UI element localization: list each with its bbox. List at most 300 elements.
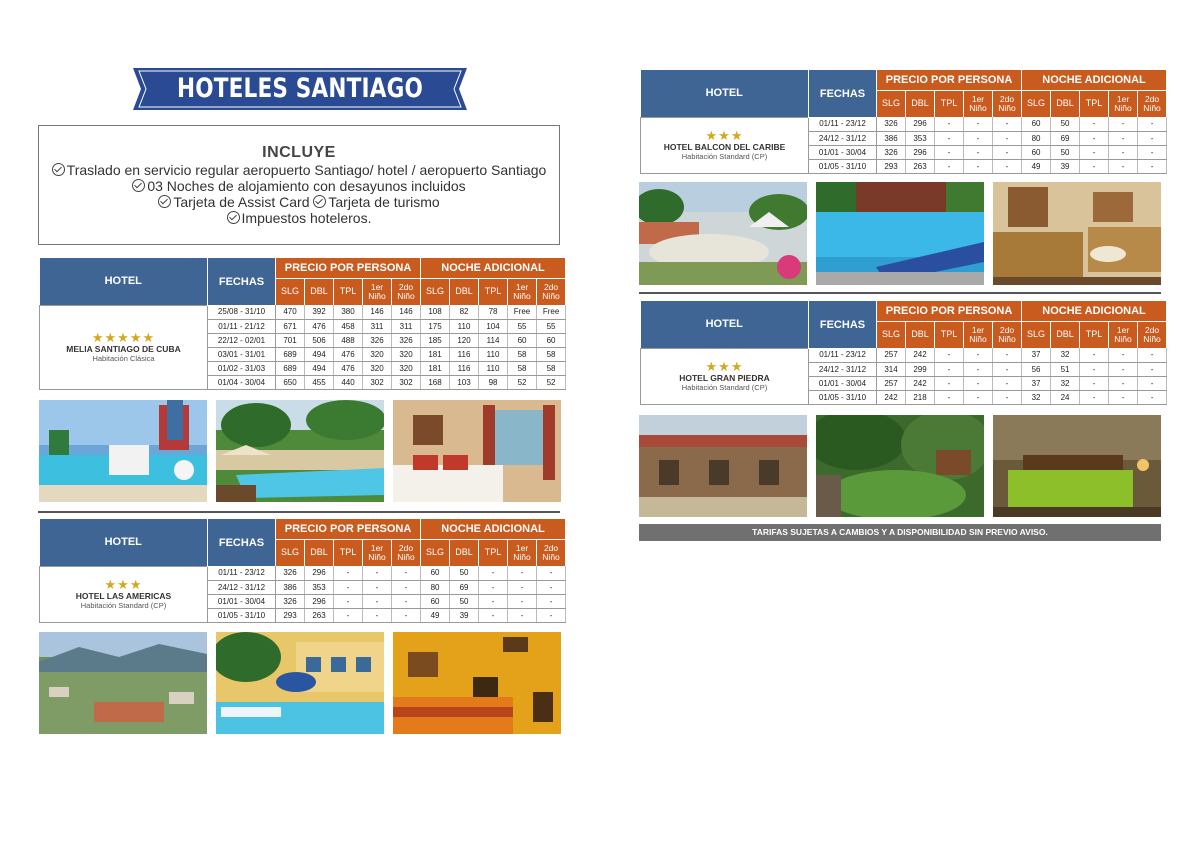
rate-cell: 146 [392, 305, 421, 319]
rate-cell: - [363, 580, 392, 594]
rate-cell: 242 [906, 348, 935, 362]
rate-cell: 58 [508, 361, 537, 375]
rate-cell: 386 [276, 580, 305, 594]
rate-cell: 103 [450, 375, 479, 389]
rate-cell: - [479, 566, 508, 580]
table-row [40, 566, 566, 580]
column-subheader: DBL [450, 278, 479, 305]
rate-cell: 476 [305, 319, 334, 333]
column-subheader: DBL [1051, 90, 1080, 117]
rate-cell: 146 [363, 305, 392, 319]
rate-cell: - [508, 580, 537, 594]
rate-cell: 60 [421, 594, 450, 608]
column-subheader: 2do Niño [993, 321, 1022, 348]
precio-group-header: PRECIO POR PERSONA [276, 519, 421, 539]
rate-cell: - [1080, 376, 1109, 390]
rate-cell: 80 [421, 580, 450, 594]
rate-cell: - [993, 117, 1022, 131]
date-range-cell: 01/01 - 30/04 [809, 145, 877, 159]
hotel-room-photo [393, 400, 561, 502]
precio-group-header: PRECIO POR PERSONA [877, 301, 1022, 321]
column-subheader: DBL [305, 278, 334, 305]
rate-cell: 299 [906, 362, 935, 376]
hotel-column-header: HOTEL [40, 519, 208, 566]
rate-cell: 181 [421, 347, 450, 361]
rate-cell: - [935, 117, 964, 131]
rate-cell: 392 [305, 305, 334, 319]
rate-cell: 60 [421, 566, 450, 580]
rate-cell: - [392, 566, 421, 580]
rate-cell: 689 [276, 361, 305, 375]
hotel-column-header: HOTEL [641, 301, 809, 348]
rate-cell: - [1138, 376, 1167, 390]
date-range-cell: 01/11 - 23/12 [208, 566, 276, 580]
table-row [641, 117, 1167, 131]
incluye-line: 03 Noches de alojamiento con desayunos incluidos [39, 178, 559, 194]
column-subheader: 1er Niño [1109, 321, 1138, 348]
rate-cell: - [935, 390, 964, 404]
rate-cell: - [363, 566, 392, 580]
column-subheader: 1er Niño [508, 539, 537, 566]
date-range-cell: 22/12 - 02/01 [208, 333, 276, 347]
rate-cell: 296 [906, 117, 935, 131]
precio-group-header: PRECIO POR PERSONA [877, 70, 1022, 90]
rate-cell: - [993, 145, 1022, 159]
rate-cell: 52 [508, 375, 537, 389]
rate-cell: 470 [276, 305, 305, 319]
rate-cell: 311 [392, 319, 421, 333]
column-subheader: 2do Niño [993, 90, 1022, 117]
room-type: Habitación Standard (CP) [681, 152, 768, 161]
rate-cell: 296 [305, 566, 334, 580]
rate-cell: 69 [1051, 131, 1080, 145]
rate-cell: - [392, 580, 421, 594]
fechas-column-header: FECHAS [208, 519, 276, 566]
rate-cell: 116 [450, 347, 479, 361]
garden-pool-photo [216, 400, 384, 502]
rate-cell: 32 [1051, 376, 1080, 390]
rate-cell: 353 [305, 580, 334, 594]
column-subheader: TPL [479, 539, 508, 566]
rate-cell: - [1109, 348, 1138, 362]
incluye-line: Tarjeta de Assist Card Tarjeta de turismo [39, 194, 559, 210]
forest-photo [816, 415, 984, 517]
rate-cell: 56 [1022, 362, 1051, 376]
column-subheader: TPL [334, 278, 363, 305]
yellow-room-photo [393, 632, 561, 734]
rate-cell: 69 [450, 580, 479, 594]
check-icon [313, 195, 326, 208]
rate-cell: - [392, 594, 421, 608]
rate-cell: 455 [305, 375, 334, 389]
column-subheader: DBL [450, 539, 479, 566]
hotel-info-cell [40, 305, 208, 389]
rate-cell: 181 [421, 361, 450, 375]
rate-cell: 39 [450, 608, 479, 622]
noche-group-header: NOCHE ADICIONAL [1022, 70, 1167, 90]
rate-cell: - [1138, 362, 1167, 376]
column-subheader: TPL [1080, 90, 1109, 117]
page-title: HOTELES SANTIAGO DE CUBA [176, 73, 424, 146]
noche-group-header: NOCHE ADICIONAL [421, 519, 566, 539]
rate-cell: 32 [1022, 390, 1051, 404]
check-icon [52, 163, 65, 176]
star-rating-icon: ★★★ [104, 577, 143, 592]
rate-cell: 104 [479, 319, 508, 333]
rate-cell: - [993, 390, 1022, 404]
rate-cell: Free [537, 305, 566, 319]
column-subheader: TPL [334, 539, 363, 566]
fechas-column-header: FECHAS [208, 258, 276, 305]
incluye-box [38, 125, 560, 245]
rate-table [640, 301, 1167, 405]
rate-cell: - [334, 594, 363, 608]
pool-resort-photo [39, 400, 207, 502]
rate-cell: 60 [1022, 145, 1051, 159]
rate-cell: 380 [334, 305, 363, 319]
rate-cell: - [935, 376, 964, 390]
rate-cell: - [1109, 376, 1138, 390]
rate-cell: 257 [877, 376, 906, 390]
fechas-column-header: FECHAS [809, 301, 877, 348]
rate-cell: 320 [392, 347, 421, 361]
hotel-info-cell [641, 117, 809, 173]
star-rating-icon: ★★★ [705, 128, 744, 143]
rate-cell: 58 [537, 361, 566, 375]
rate-cell: 494 [305, 347, 334, 361]
rate-cell: - [1109, 390, 1138, 404]
rate-cell: - [537, 594, 566, 608]
rate-cell: - [1138, 159, 1167, 173]
incluye-line: Impuestos hoteleros. [39, 210, 559, 226]
rate-cell: 311 [363, 319, 392, 333]
date-range-cell: 01/01 - 30/04 [208, 594, 276, 608]
rate-cell: - [964, 376, 993, 390]
rate-cell: 55 [508, 319, 537, 333]
rate-cell: 302 [363, 375, 392, 389]
rate-cell: 80 [1022, 131, 1051, 145]
hotel-name: MELIA SANTIAGO DE CUBA [66, 344, 181, 354]
date-range-cell: 03/01 - 31/01 [208, 347, 276, 361]
rate-cell: 320 [363, 347, 392, 361]
column-subheader: 1er Niño [363, 278, 392, 305]
stone-cabin-photo [639, 415, 807, 517]
column-subheader: SLG [421, 539, 450, 566]
rate-cell: 314 [877, 362, 906, 376]
column-subheader: DBL [906, 321, 935, 348]
rate-cell: 326 [363, 333, 392, 347]
column-subheader: SLG [1022, 321, 1051, 348]
rate-cell: - [993, 159, 1022, 173]
rate-cell: - [935, 159, 964, 173]
date-range-cell: 01/11 - 23/12 [809, 117, 877, 131]
column-subheader: DBL [305, 539, 334, 566]
twin-room-photo [993, 182, 1161, 285]
hotel-info-cell [40, 566, 208, 622]
room-type: Habitación Standard (CP) [681, 383, 768, 392]
rate-table [39, 519, 566, 623]
title-banner [133, 68, 467, 146]
column-subheader: 1er Niño [964, 90, 993, 117]
table-row [641, 348, 1167, 362]
check-icon [132, 179, 145, 192]
rate-cell: - [935, 362, 964, 376]
rate-cell: 55 [537, 319, 566, 333]
rate-cell: 175 [421, 319, 450, 333]
rate-cell: - [508, 594, 537, 608]
blue-pool-photo [816, 182, 984, 285]
rate-cell: - [479, 580, 508, 594]
rate-cell: - [1080, 390, 1109, 404]
rate-cell: 263 [906, 159, 935, 173]
date-range-cell: 01/04 - 30/04 [208, 375, 276, 389]
column-subheader: SLG [877, 321, 906, 348]
rate-cell: - [334, 566, 363, 580]
rate-cell: - [537, 580, 566, 594]
rate-cell: - [1109, 131, 1138, 145]
star-rating-icon: ★★★ [705, 359, 744, 374]
column-subheader: TPL [935, 321, 964, 348]
rate-cell: 110 [450, 319, 479, 333]
column-subheader: SLG [1022, 90, 1051, 117]
date-range-cell: 01/05 - 31/10 [809, 159, 877, 173]
rate-cell: - [508, 566, 537, 580]
rate-cell: - [993, 362, 1022, 376]
room-type: Habitación Clásica [92, 354, 155, 363]
rate-cell: - [964, 390, 993, 404]
rate-cell: 488 [334, 333, 363, 347]
rate-cell: - [1138, 348, 1167, 362]
check-icon [158, 195, 171, 208]
hotel-grounds-photo [639, 182, 807, 285]
rate-cell: 37 [1022, 348, 1051, 362]
rate-cell: 326 [276, 566, 305, 580]
rate-cell: 50 [450, 566, 479, 580]
rate-cell: 440 [334, 375, 363, 389]
rate-cell: 302 [392, 375, 421, 389]
date-range-cell: 01/11 - 21/12 [208, 319, 276, 333]
table-row [40, 305, 566, 319]
column-subheader: 2do Niño [537, 278, 566, 305]
rate-cell: 386 [877, 131, 906, 145]
rate-cell: - [537, 566, 566, 580]
column-subheader: TPL [479, 278, 508, 305]
rate-cell: - [479, 594, 508, 608]
rate-cell: - [964, 362, 993, 376]
column-subheader: TPL [1080, 321, 1109, 348]
rate-cell: 257 [877, 348, 906, 362]
rate-cell: 320 [363, 361, 392, 375]
rate-cell: - [935, 131, 964, 145]
rate-cell: - [1080, 362, 1109, 376]
rate-cell: - [1138, 131, 1167, 145]
rate-cell: 50 [1051, 145, 1080, 159]
date-range-cell: 01/02 - 31/03 [208, 361, 276, 375]
column-subheader: SLG [276, 539, 305, 566]
rate-table [39, 258, 566, 390]
hotel-info-cell [641, 348, 809, 404]
rate-cell: - [1080, 348, 1109, 362]
hotel-column-header: HOTEL [40, 258, 208, 305]
section-divider [38, 511, 560, 513]
rate-cell: - [1109, 145, 1138, 159]
rate-cell: 60 [508, 333, 537, 347]
rate-cell: 120 [450, 333, 479, 347]
hotel-pool-photo [216, 632, 384, 734]
date-range-cell: 01/05 - 31/10 [208, 608, 276, 622]
rate-cell: Free [508, 305, 537, 319]
rate-cell: - [993, 348, 1022, 362]
rate-cell: 293 [877, 159, 906, 173]
rate-cell: 185 [421, 333, 450, 347]
rate-cell: 98 [479, 375, 508, 389]
rate-cell: - [1080, 159, 1109, 173]
rate-cell: 49 [421, 608, 450, 622]
rate-cell: 671 [276, 319, 305, 333]
rate-cell: 110 [479, 347, 508, 361]
rate-cell: 242 [906, 376, 935, 390]
fechas-column-header: FECHAS [809, 70, 877, 117]
rate-cell: - [392, 608, 421, 622]
rate-cell: 650 [276, 375, 305, 389]
section-divider [639, 292, 1161, 294]
rate-cell: - [964, 131, 993, 145]
hotel-name: HOTEL LAS AMERICAS [75, 591, 172, 601]
rate-cell: 110 [479, 361, 508, 375]
rate-cell: 108 [421, 305, 450, 319]
date-range-cell: 24/12 - 31/12 [208, 580, 276, 594]
rate-cell: - [1138, 117, 1167, 131]
column-subheader: 1er Niño [964, 321, 993, 348]
rate-cell: 50 [1051, 117, 1080, 131]
date-range-cell: 25/08 - 31/10 [208, 305, 276, 319]
check-icon [227, 211, 240, 224]
rate-cell: 168 [421, 375, 450, 389]
column-subheader: 1er Niño [363, 539, 392, 566]
city-aerial-photo [39, 632, 207, 734]
rate-cell: 78 [479, 305, 508, 319]
rate-cell: - [1080, 145, 1109, 159]
rate-cell: - [935, 348, 964, 362]
rate-cell: - [334, 580, 363, 594]
rate-cell: - [993, 376, 1022, 390]
green-bed-photo [993, 415, 1161, 517]
rate-cell: 24 [1051, 390, 1080, 404]
rate-cell: 326 [877, 145, 906, 159]
rate-cell: 242 [877, 390, 906, 404]
rate-table [640, 70, 1167, 174]
rate-cell: - [508, 608, 537, 622]
rate-cell: - [1109, 117, 1138, 131]
column-subheader: SLG [877, 90, 906, 117]
column-subheader: TPL [935, 90, 964, 117]
rate-cell: 32 [1051, 348, 1080, 362]
date-range-cell: 01/01 - 30/04 [809, 376, 877, 390]
rate-cell: - [964, 348, 993, 362]
column-subheader: DBL [1051, 321, 1080, 348]
rate-cell: - [993, 131, 1022, 145]
rate-cell: 116 [450, 361, 479, 375]
rate-cell: - [935, 145, 964, 159]
precio-group-header: PRECIO POR PERSONA [276, 258, 421, 278]
date-range-cell: 24/12 - 31/12 [809, 362, 877, 376]
rate-cell: - [1109, 159, 1138, 173]
rate-cell: 326 [877, 117, 906, 131]
hotel-column-header: HOTEL [641, 70, 809, 117]
date-range-cell: 01/05 - 31/10 [809, 390, 877, 404]
rate-cell: 39 [1051, 159, 1080, 173]
rate-cell: - [363, 594, 392, 608]
rate-cell: 52 [537, 375, 566, 389]
rate-cell: - [1109, 362, 1138, 376]
room-type: Habitación Standard (CP) [80, 601, 167, 610]
rate-cell: - [1138, 390, 1167, 404]
column-subheader: DBL [906, 90, 935, 117]
rate-cell: 60 [1022, 117, 1051, 131]
rate-cell: 263 [305, 608, 334, 622]
rate-cell: - [1080, 117, 1109, 131]
rate-cell: 114 [479, 333, 508, 347]
rate-cell: - [964, 159, 993, 173]
noche-group-header: NOCHE ADICIONAL [421, 258, 566, 278]
rate-cell: - [537, 608, 566, 622]
rate-cell: 476 [334, 347, 363, 361]
rate-cell: 296 [305, 594, 334, 608]
rate-cell: 58 [508, 347, 537, 361]
rate-cell: 494 [305, 361, 334, 375]
rate-cell: 701 [276, 333, 305, 347]
rate-cell: 37 [1022, 376, 1051, 390]
column-subheader: 2do Niño [392, 539, 421, 566]
rate-cell: - [479, 608, 508, 622]
rate-cell: 320 [392, 361, 421, 375]
rate-cell: 49 [1022, 159, 1051, 173]
rate-cell: - [964, 117, 993, 131]
star-rating-icon: ★★★★★ [91, 330, 156, 345]
rate-cell: - [1080, 131, 1109, 145]
column-subheader: 2do Niño [392, 278, 421, 305]
hotel-name: HOTEL BALCON DEL CARIBE [663, 142, 786, 152]
incluye-heading: INCLUYE [262, 144, 336, 161]
rate-cell: 51 [1051, 362, 1080, 376]
rate-cell: 353 [906, 131, 935, 145]
rate-cell: 50 [450, 594, 479, 608]
column-subheader: SLG [421, 278, 450, 305]
rate-cell: 82 [450, 305, 479, 319]
column-subheader: 2do Niño [537, 539, 566, 566]
hotel-name: HOTEL GRAN PIEDRA [679, 373, 770, 383]
column-subheader: 1er Niño [1109, 90, 1138, 117]
rate-cell: 326 [392, 333, 421, 347]
incluye-line: Traslado en servicio regular aeropuerto Santiago/ hotel / aeropuerto Santiago [39, 162, 559, 178]
rate-cell: - [363, 608, 392, 622]
rate-cell: 293 [276, 608, 305, 622]
rate-cell: - [1138, 145, 1167, 159]
column-subheader: 1er Niño [508, 278, 537, 305]
rate-cell: 296 [906, 145, 935, 159]
date-range-cell: 24/12 - 31/12 [809, 131, 877, 145]
rate-cell: 58 [537, 347, 566, 361]
rate-cell: 689 [276, 347, 305, 361]
noche-group-header: NOCHE ADICIONAL [1022, 301, 1167, 321]
column-subheader: 2do Niño [1138, 90, 1167, 117]
rate-cell: 218 [906, 390, 935, 404]
date-range-cell: 01/11 - 23/12 [809, 348, 877, 362]
rate-cell: - [964, 145, 993, 159]
rate-cell: 458 [334, 319, 363, 333]
column-subheader: SLG [276, 278, 305, 305]
rate-cell: - [334, 608, 363, 622]
